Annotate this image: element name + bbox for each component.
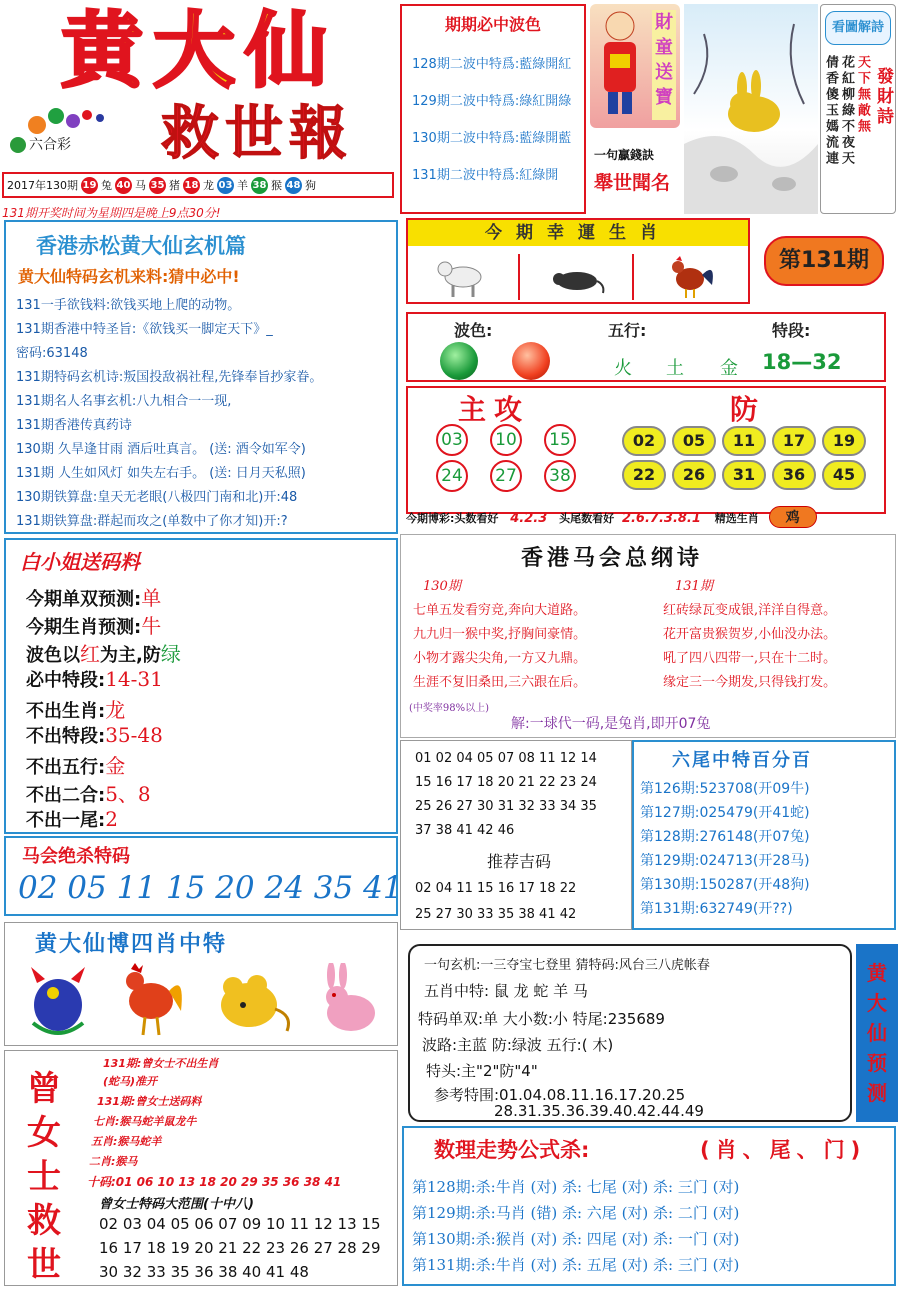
poem-line: 缘定三一今期发,只得钱打发。 xyxy=(663,675,837,690)
draw-ball: 38 xyxy=(251,177,268,194)
tips-line: 波路:主蓝 防:绿波 五行:( 木) xyxy=(422,1036,614,1054)
baixiaojie-value: 龙 xyxy=(105,698,126,722)
chisong-line: 131期特码玄机诗:叛国投敌祸社程,先锋奉旨抄家眷。 xyxy=(16,370,323,385)
baixiaojie-value: 牛 xyxy=(141,614,162,638)
attributes-box xyxy=(406,312,886,382)
zeng-char: 救 xyxy=(27,1201,61,1241)
poem-line: 红砖绿瓦变成银,洋洋自得意。 xyxy=(663,603,837,618)
six-tail-row: 第129期:024713(开28马) xyxy=(640,853,810,869)
poem-line: 小物才露尖尖角,一方又九鼎。 xyxy=(413,651,587,666)
draw-ball: 03 xyxy=(217,177,234,194)
attack-title: 主攻 xyxy=(458,393,531,426)
draw-ball: 18 xyxy=(183,177,200,194)
poem-answer: 解:一球代一码,是兔肖,即开07兔 xyxy=(511,716,711,732)
formula-row: 第130期:杀:猴肖 (对) 杀: 四尾 (对) 杀: 一门 (对) xyxy=(412,1230,740,1248)
bocai-label: 头尾数看好 xyxy=(559,512,615,525)
fortune-poem-box xyxy=(820,4,896,214)
zeng-char: 女 xyxy=(27,1113,61,1153)
chisong-line: 131期铁算盘:群起而攻之(单数中了你才知)开:? xyxy=(16,514,288,529)
number-line: 15 16 17 18 20 21 22 23 24 xyxy=(415,775,597,790)
baixiaojie-line xyxy=(26,638,181,667)
killer-title: 马会绝杀特码 xyxy=(22,846,130,867)
last-draw-row xyxy=(2,172,394,198)
baixiaojie-value: 14-31 xyxy=(105,667,163,691)
wave-color-title: 期期必中波色 xyxy=(444,15,541,34)
four-zodiac-title: 黄大仙博四肖中特 xyxy=(35,932,228,957)
dragon-icon xyxy=(23,963,93,1043)
tips-line: 五肖中特: 鼠 龙 蛇 羊 马 xyxy=(424,982,588,1000)
wuxing-value: 金 xyxy=(720,358,738,379)
zeng-number-line: 16 17 18 19 20 21 22 23 26 27 28 29 xyxy=(99,1239,381,1257)
wuxing-label: 五行: xyxy=(608,321,647,340)
lucky-zodiac-title: 今期幸運生肖 xyxy=(408,220,748,246)
issue-badge: 第131期 xyxy=(764,236,884,286)
six-tail-section xyxy=(632,740,896,930)
baixiaojie-label: 今期单双预测: xyxy=(26,589,142,610)
horse-poem-section xyxy=(400,534,896,738)
tips-box xyxy=(408,944,852,1122)
zeng-note: 五肖:猴马蛇羊 xyxy=(91,1135,162,1148)
baixiaojie-line xyxy=(26,806,118,832)
poem-line: 吼了四八四带一,只在十二时。 xyxy=(663,651,837,666)
baixiaojie-line xyxy=(26,750,125,779)
zeng-note: 131期:曾女士不出生肖 xyxy=(103,1057,219,1070)
defend-number: 45 xyxy=(822,460,866,490)
period-131-label: 131期 xyxy=(675,579,713,594)
draw-ball: 40 xyxy=(115,177,132,194)
baixiaojie-line xyxy=(26,666,163,692)
wuxing-value: 土 xyxy=(666,358,684,379)
wave-color-box xyxy=(400,4,586,214)
zeng-note: 七肖:猴马蛇羊鼠龙牛 xyxy=(93,1115,197,1128)
baixiaojie-title: 白小姐送码料 xyxy=(20,550,140,574)
zeng-note: 十码:01 06 10 13 18 20 29 35 36 38 41 xyxy=(87,1175,342,1189)
draw-zodiac: 龙 xyxy=(203,179,214,192)
formula-tags: (肖、尾、门) xyxy=(700,1138,867,1162)
lucky-zodiac-box xyxy=(406,218,750,304)
zeng-section xyxy=(4,1050,398,1286)
rooster-icon xyxy=(636,254,748,300)
poem-head: 看圖解詩 xyxy=(825,11,891,45)
baixiaojie-value: 绿 xyxy=(160,642,181,666)
goat-icon xyxy=(408,254,520,300)
baixiaojie-label: 波色以 xyxy=(26,645,80,666)
poem-col: 倩香傻玉媽流連 xyxy=(823,55,838,167)
draw-ball: 19 xyxy=(81,177,98,194)
number-line: 02 04 11 15 16 17 18 22 xyxy=(415,881,577,896)
poem-col: 天下無敵無 xyxy=(855,55,870,135)
newspaper-title-top: 黄大仙 xyxy=(60,3,337,99)
baixiaojie-label: 不出五行: xyxy=(26,757,106,778)
landscape-image xyxy=(684,4,818,214)
baixiaojie-label: 不出二合: xyxy=(26,785,106,806)
chisong-line: 131期香港传真药诗 xyxy=(16,418,132,433)
formula-row: 第128期:杀:牛肖 (对) 杀: 七尾 (对) 杀: 三门 (对) xyxy=(412,1178,740,1196)
defend-title: 防 xyxy=(730,393,759,426)
wave-color-line: 128期二波中特爲:藍綠開紅 xyxy=(412,57,572,72)
four-zodiac-section xyxy=(4,922,398,1046)
baixiaojie-label: 必中特段: xyxy=(26,670,106,691)
six-tail-row: 第127期:025479(开41蛇) xyxy=(640,805,810,821)
defend-number: 17 xyxy=(772,426,816,456)
formula-row: 第129期:杀:马肖 (错) 杀: 六尾 (对) 杀: 二门 (对) xyxy=(412,1204,740,1222)
defend-number: 11 xyxy=(722,426,766,456)
bocai-value: 2.6.7.3.8.1 xyxy=(621,511,701,526)
baixiaojie-line xyxy=(26,582,161,611)
attack-number: 15 xyxy=(544,424,576,456)
tips-line: 一句玄机:一三夺宝七登里 猜特码:风台三八虎帐春 xyxy=(424,958,710,973)
wave-color-line: 130期二波中特爲:藍綠開藍 xyxy=(412,131,572,146)
red-ball-icon xyxy=(512,342,550,380)
baixiaojie-label: 不出特段: xyxy=(26,726,106,747)
zeng-note: 131期:曾女士送码料 xyxy=(97,1095,202,1108)
killer-numbers: 02 05 11 15 20 24 35 41 xyxy=(18,870,403,906)
baixiaojie-line xyxy=(26,694,125,723)
rabbit-icon xyxy=(315,963,385,1041)
zeng-char: 曾 xyxy=(27,1069,61,1109)
baixiaojie-line xyxy=(26,722,163,748)
attack-number: 03 xyxy=(436,424,468,456)
tips-line: 特头:主"2"防"4" xyxy=(426,1062,538,1080)
number-line: 37 38 41 42 46 xyxy=(415,823,515,838)
baixiaojie-label: 为主,防 xyxy=(100,645,161,666)
baixiaojie-line xyxy=(26,778,151,807)
draw-zodiac: 兔 xyxy=(101,179,112,192)
chisong-line: 130期 久旱逢甘雨 酒后吐真言。 (送: 酒令如军令) xyxy=(16,442,306,457)
baixiaojie-line xyxy=(26,610,161,639)
win-rate: (中奖率98%以上) xyxy=(409,703,490,714)
draw-zodiac: 猪 xyxy=(169,179,180,192)
winning-tip-label: 一句贏錢訣 xyxy=(594,148,655,162)
chisong-title: 香港赤松黄大仙玄机篇 xyxy=(36,234,246,258)
number-line: 01 02 04 05 07 08 11 12 14 xyxy=(415,751,597,766)
attack-number: 38 xyxy=(544,460,576,492)
wave-color-line: 131期二波中特爲:紅綠開 xyxy=(412,168,559,183)
baixiaojie-value: 5、8 xyxy=(105,782,151,806)
poem-col: 花紅柳綠不夜天 xyxy=(839,55,854,167)
draw-zodiac: 猴 xyxy=(271,179,282,192)
defend-number: 26 xyxy=(672,460,716,490)
draw-zodiac: 马 xyxy=(135,179,146,192)
bocai-label: 今期博彩:头数看好 xyxy=(406,512,499,525)
draw-zodiac: 羊 xyxy=(237,179,248,192)
chisong-section xyxy=(4,220,398,534)
baixiaojie-value: 金 xyxy=(105,754,126,778)
green-ball-icon xyxy=(440,342,478,380)
tips-line: 参考特围:01.04.08.11.16.17.20.25 xyxy=(434,1086,686,1104)
wuxing-value: 火 xyxy=(614,358,632,379)
bocai-label: 精选生肖 xyxy=(714,512,759,525)
tips-line: 28.31.35.36.39.40.42.44.49 xyxy=(494,1102,704,1120)
draw-period: 2017年130期 xyxy=(7,179,78,192)
chisong-line: 131一手欲钱料:欲钱买地上爬的动物。 xyxy=(16,298,241,313)
chisong-line: 密码:63148 xyxy=(16,346,88,361)
period-130-label: 130期 xyxy=(423,579,461,594)
duan-value: 18—32 xyxy=(762,350,842,374)
attack-number: 27 xyxy=(490,460,522,492)
bocai-zodiac: 鸡 xyxy=(769,506,817,528)
defend-number: 02 xyxy=(622,426,666,456)
defend-number: 31 xyxy=(722,460,766,490)
main-numbers-box xyxy=(406,386,886,514)
baixiaojie-section xyxy=(4,538,398,834)
zeng-note: 曾女士特码大范围(十中八) xyxy=(99,1197,254,1212)
defend-number: 05 xyxy=(672,426,716,456)
poem-line: 花开富贵猴贺岁,小仙没办法。 xyxy=(663,627,837,642)
defend-number: 22 xyxy=(622,460,666,490)
six-tail-row: 第126期:523708(开09牛) xyxy=(640,781,810,797)
six-tail-row: 第130期:150287(开48狗) xyxy=(640,877,810,893)
number-line: 25 26 27 30 31 32 33 34 35 xyxy=(415,799,597,814)
draw-time-notice: 131期开奖时间为星期四是晚上9点30分! xyxy=(2,206,221,220)
chisong-line: 131期 人生如风灯 如失左右手。 (送: 日月天私照) xyxy=(16,466,306,481)
numbers-box xyxy=(400,740,632,930)
zeng-char: 士 xyxy=(27,1157,61,1197)
caitong-vertical-text: 財童送寶 xyxy=(652,10,676,120)
six-tail-row: 第131期:632749(开??) xyxy=(640,901,793,917)
zeng-note: 二肖:猴马 xyxy=(89,1155,138,1168)
attack-number: 10 xyxy=(490,424,522,456)
zeng-note: (蛇马)准开 xyxy=(103,1075,158,1088)
draw-zodiac: 狗 xyxy=(305,179,316,192)
zeng-number-line: 02 03 04 05 06 07 09 10 11 12 13 15 xyxy=(99,1215,381,1233)
tips-line: 特码单双:单 大小数:小 特尾:235689 xyxy=(418,1010,665,1028)
rat-icon xyxy=(209,965,295,1041)
world-famous-label: 舉世聞名 xyxy=(594,172,671,194)
fortune-boy-icon xyxy=(590,4,650,124)
killer-section xyxy=(4,836,403,916)
rat-icon xyxy=(522,254,634,300)
formula-row: 第131期:杀:牛肖 (对) 杀: 五尾 (对) 杀: 三门 (对) xyxy=(412,1256,740,1274)
baixiaojie-value: 单 xyxy=(141,586,162,610)
bocai-value: 4.2.3 xyxy=(510,511,548,526)
baixiaojie-value: 红 xyxy=(80,642,100,666)
six-tail-row: 第128期:276148(开07兔) xyxy=(640,829,810,845)
formula-section xyxy=(402,1126,896,1286)
baixiaojie-label: 今期生肖预测: xyxy=(26,617,142,638)
zeng-number-line: 30 32 33 35 36 38 40 41 48 xyxy=(99,1263,309,1281)
globe-icon xyxy=(10,137,26,153)
draw-ball: 48 xyxy=(285,177,302,194)
attack-number: 24 xyxy=(436,460,468,492)
zeng-char: 世 xyxy=(27,1245,61,1285)
duan-label: 特段: xyxy=(772,321,811,340)
baixiaojie-value: 35-48 xyxy=(105,723,163,747)
formula-title: 数理走势公式杀: xyxy=(434,1138,590,1162)
baixiaojie-label: 不出一尾: xyxy=(26,810,106,831)
wave-label: 波色: xyxy=(454,321,493,340)
six-tail-title: 六尾中特百分百 xyxy=(672,750,812,771)
draw-ball: 35 xyxy=(149,177,166,194)
chisong-subtitle: 黄大仙特码玄机来料:猜中必中! xyxy=(18,267,240,286)
baixiaojie-label: 不出生肖: xyxy=(26,701,106,722)
poem-line: 生涯不复旧桑田,三六跟在后。 xyxy=(413,675,587,690)
poem-title: 發財詩 xyxy=(873,67,893,127)
bocai-row xyxy=(406,506,896,530)
decor-dots xyxy=(28,108,118,136)
horse-poem-title: 香港马会总纲诗 xyxy=(521,546,704,571)
defend-number: 36 xyxy=(772,460,816,490)
baixiaojie-value: 2 xyxy=(105,807,118,831)
rabbit-landscape-icon xyxy=(684,4,818,214)
prediction-vertical-banner: 黄大仙预测 xyxy=(856,944,898,1122)
chisong-line: 131期名人名事玄机:八九相合一一现, xyxy=(16,394,232,409)
liuhecai-label: 六合彩 xyxy=(10,134,71,154)
recommend-title: 推荐吉码 xyxy=(487,852,552,871)
chisong-line: 131期香港中特圣旨:《欲钱买一脚定天下》_ xyxy=(16,322,273,337)
defend-number: 19 xyxy=(822,426,866,456)
rooster-icon xyxy=(117,961,187,1043)
chisong-line: 130期铁算盘:皇天无老眼(八极四门南和北)开:48 xyxy=(16,490,298,505)
poem-line: 七单五发看穷竞,奔向大道路。 xyxy=(413,603,587,618)
wave-color-line: 129期二波中特爲:綠紅開綠 xyxy=(412,94,572,109)
poem-line: 九九归一猴中奖,抒胸间豪情。 xyxy=(413,627,587,642)
number-line: 25 27 30 33 35 38 41 42 xyxy=(415,907,577,922)
newspaper-title-bottom: 救世報 xyxy=(160,99,353,167)
